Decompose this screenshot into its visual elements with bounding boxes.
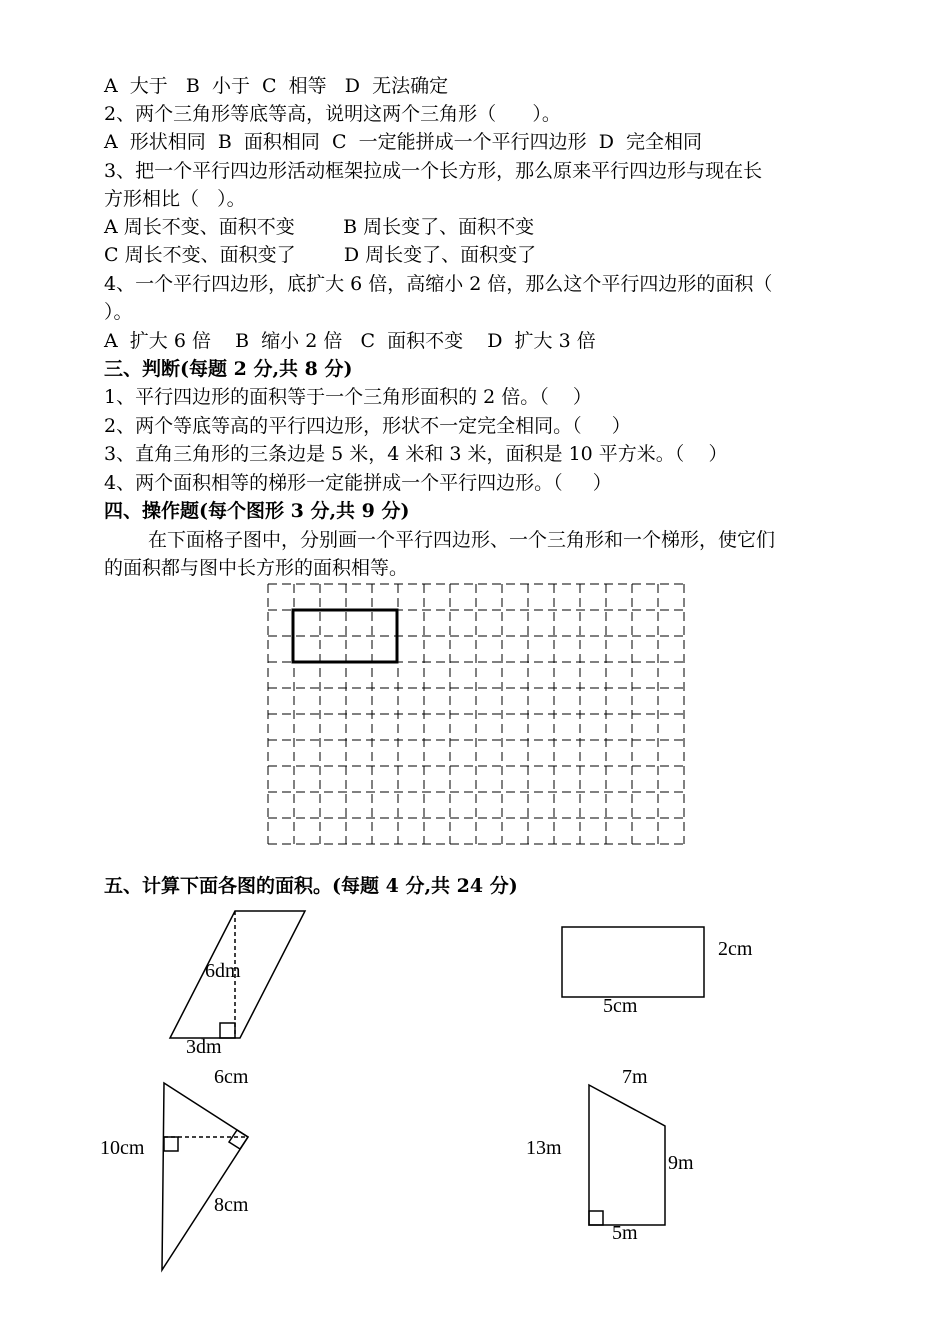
triangle-bottom-label: 8cm <box>214 1194 249 1216</box>
section-4-heading: 四、操作题(每个图形 3 分,共 9 分) <box>104 500 410 522</box>
section-3-heading: 三、判断(每题 2 分,共 8 分) <box>104 358 353 380</box>
section-4-instruction-line1: 在下面格子图中，分别画一个平行四边形、一个三角形和一个梯形，使它们 <box>148 529 776 551</box>
judge-3: 3、直角三角形的三条边是 5 米，4 米和 3 米，面积是 10 平方米。（ ） <box>104 443 728 465</box>
rectangle-figure <box>562 927 704 997</box>
triangle-left-label: 10cm <box>100 1137 145 1159</box>
judge-2: 2、两个等底等高的平行四边形，形状不一定完全相同。（ ） <box>104 415 631 437</box>
rectangle-width-label: 2cm <box>718 938 753 960</box>
parallelogram-height-label: 6dm <box>205 960 241 982</box>
q1-options: A 大于 B 小于 C 相等 D 无法确定 <box>104 75 449 97</box>
trapezoid-top-label: 7m <box>622 1066 648 1088</box>
trapezoid-bottom-label: 5m <box>612 1222 638 1244</box>
q3-text-line1: 3、把一个平行四边形活动框架拉成一个长方形，那么原来平行四边形与现在长 <box>104 160 763 182</box>
rectangle-length-label: 5cm <box>603 995 638 1017</box>
judge-1: 1、平行四边形的面积等于一个三角形面积的 2 倍。（ ） <box>104 386 592 408</box>
trapezoid-figure <box>589 1085 665 1225</box>
q4-options: A 扩大 6 倍 B 缩小 2 倍 C 面积不变 D 扩大 3 倍 <box>104 330 596 352</box>
triangle-figure <box>162 1083 248 1270</box>
parallelogram-base-label: 3dm <box>186 1036 222 1058</box>
q2-options: A 形状相同 B 面积相同 C 一定能拼成一个平行四边形 D 完全相同 <box>104 131 703 153</box>
section-4-instruction-line2: 的面积都与图中长方形的面积相等。 <box>104 557 409 579</box>
section-5-heading: 五、计算下面各图的面积。(每题 4 分,共 24 分) <box>104 875 518 897</box>
q3-text-line2: 方形相比（ ）。 <box>104 188 246 210</box>
trapezoid-right-label: 9m <box>668 1152 694 1174</box>
grid-rectangle <box>293 610 397 662</box>
triangle-top-label: 6cm <box>214 1066 249 1088</box>
q4-text-line2: ）。 <box>104 301 133 323</box>
q4-text-line1: 4、一个平行四边形，底扩大 6 倍，高缩小 2 倍，那么这个平行四边形的面积（ <box>104 273 773 295</box>
judge-4: 4、两个面积相等的梯形一定能拼成一个平行四边形。（ ） <box>104 472 612 494</box>
q3-options-cd: C 周长不变、面积变了 D 周长变了、面积变了 <box>104 244 537 266</box>
trapezoid-left-label: 13m <box>526 1137 562 1159</box>
q2-text: 2、两个三角形等底等高，说明这两个三角形（ ）。 <box>104 103 561 125</box>
q3-options-ab: A 周长不变、面积不变 B 周长变了、面积不变 <box>104 216 535 238</box>
